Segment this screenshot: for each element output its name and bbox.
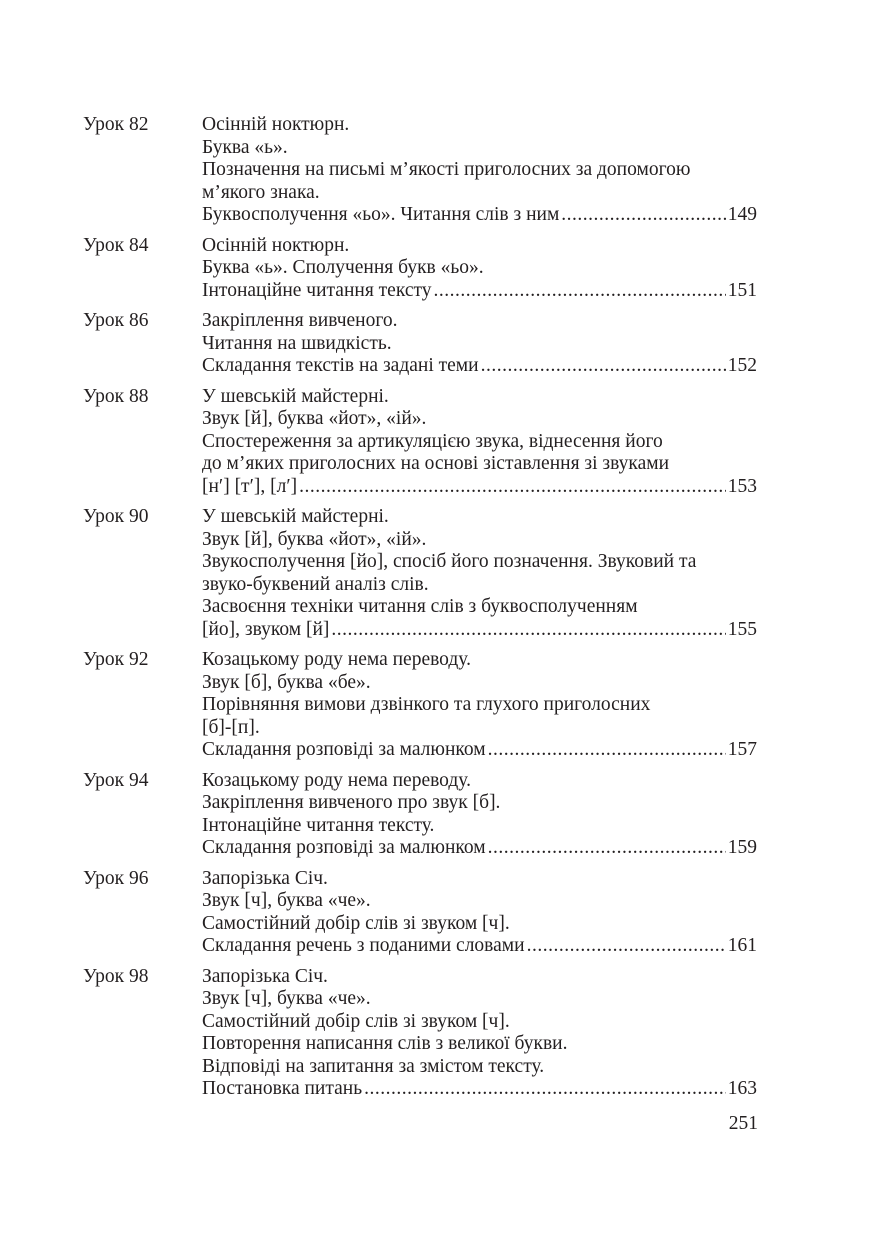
lesson-topics	[202, 868, 757, 958]
topic-line: Відповіді на запитання за змістом тексту.	[202, 1055, 545, 1077]
dot-leader	[561, 204, 725, 227]
topic-line: звуко-буквений аналіз слів.	[202, 573, 429, 595]
page-reference: 159	[727, 837, 757, 858]
topic-line: Звукосполучення [йо], спосіб його позначення. Звуковий та	[202, 551, 697, 572]
topic-line: до м’яких приголосних на основі зіставлення зі звуками	[202, 453, 670, 474]
topic-line-with-page	[202, 837, 757, 860]
lesson-topics	[202, 770, 757, 860]
dot-leader	[488, 837, 726, 860]
topic-line: Звук [б], буква «бе».	[202, 671, 371, 693]
topic-line-with-page	[202, 619, 757, 642]
page-reference: 152	[727, 355, 757, 376]
topic-line: Буква «ь».	[202, 136, 288, 158]
topic-line: Запорізька Січ.	[202, 965, 328, 987]
lesson-number: Урок 94	[83, 769, 149, 791]
toc-entry	[83, 114, 757, 227]
lesson-number: Урок 92	[83, 649, 149, 670]
topic-line-with-page	[202, 739, 757, 762]
topic-line: Закріплення вивченого.	[202, 310, 398, 331]
topic-line: Порівняння вимови дзвінкого та глухого приголосних	[202, 694, 651, 715]
lesson-number: Урок 98	[83, 965, 149, 987]
toc-entry	[83, 386, 757, 499]
toc-entry	[83, 649, 757, 762]
page-number: 251	[728, 1113, 758, 1134]
topic-line-with-page	[202, 204, 757, 227]
toc-entry	[83, 310, 757, 378]
lesson-topics	[202, 966, 757, 1101]
topic-line: Звук [ч], буква «че».	[202, 890, 371, 911]
topic-line: Постановка питань	[202, 1078, 363, 1099]
toc-entry	[83, 770, 757, 860]
topic-line: Засвоєння техніки читання слів з буквосполученням	[202, 596, 638, 617]
topic-line: Осінній ноктюрн.	[202, 114, 350, 135]
topic-line: Читання на швидкість.	[202, 332, 392, 354]
topic-line: Козацькому роду нема переводу.	[202, 769, 471, 791]
dot-leader	[364, 1078, 726, 1101]
lesson-number: Урок 88	[83, 385, 149, 407]
topic-line: Самостійний добір слів зі звуком [ч].	[202, 912, 510, 934]
topic-line: У шевській майстерні.	[202, 506, 389, 527]
page-reference: 151	[727, 279, 757, 301]
topic-line: У шевській майстерні.	[202, 385, 389, 407]
topic-line: Звук [ч], буква «че».	[202, 988, 371, 1009]
table-of-contents	[83, 114, 757, 1109]
topic-line: Складання розповіді за малюнком	[202, 739, 486, 760]
page-reference: 163	[727, 1078, 757, 1099]
lesson-topics	[202, 310, 757, 378]
lesson-topics	[202, 114, 757, 227]
topic-line: Складання речень з поданими словами	[202, 935, 525, 956]
topic-line: м’якого знака.	[202, 181, 320, 203]
lesson-number: Урок 84	[83, 234, 149, 256]
topic-line: Повторення написання слів з великої букви.	[202, 1033, 568, 1054]
topic-line: Звук [й], буква «йот», «ій».	[202, 528, 427, 550]
dot-leader	[481, 355, 726, 378]
topic-line: Складання розповіді за малюнком	[202, 837, 486, 858]
topic-line: Самостійний добір слів зі звуком [ч].	[202, 1010, 510, 1032]
topic-line: Складання текстів на задані теми	[202, 355, 479, 376]
topic-line-with-page	[202, 476, 757, 499]
dot-leader	[488, 739, 726, 762]
lesson-topics	[202, 235, 757, 303]
topic-line: [б]-[п].	[202, 716, 260, 738]
topic-line: [н′] [т′], [л′]	[202, 475, 298, 497]
topic-line-with-page	[202, 355, 757, 378]
dot-leader	[331, 619, 725, 642]
topic-line: Козацькому роду нема переводу.	[202, 649, 471, 670]
page-reference: 155	[727, 618, 757, 640]
toc-entry	[83, 868, 757, 958]
lesson-topics	[202, 506, 757, 641]
topic-line: Запорізька Січ.	[202, 867, 328, 889]
topic-line: Закріплення вивченого про звук [б].	[202, 792, 501, 813]
topic-line: Позначення на письмі м’якості приголосних за допомогою	[202, 159, 691, 180]
lesson-number: Урок 90	[83, 506, 149, 527]
lesson-number: Урок 86	[83, 310, 149, 331]
topic-line-with-page	[202, 280, 757, 303]
toc-entry	[83, 506, 757, 641]
dot-leader	[434, 280, 726, 303]
lesson-number: Урок 82	[83, 114, 149, 135]
page-reference: 157	[727, 739, 757, 760]
dot-leader	[527, 935, 726, 958]
topic-line-with-page	[202, 1078, 757, 1101]
topic-line: Буква «ь». Сполучення букв «ьо».	[202, 257, 484, 278]
topic-line: Інтонаційне читання тексту.	[202, 814, 435, 836]
lesson-number: Урок 96	[83, 867, 149, 889]
toc-entry	[83, 966, 757, 1101]
topic-line: Спостереження за артикуляцією звука, віднесення його	[202, 430, 663, 452]
topic-line: Осінній ноктюрн.	[202, 234, 350, 256]
page-reference: 149	[727, 204, 757, 225]
topic-line: Буквосполучення «ьо». Читання слів з ним	[202, 204, 560, 225]
page-reference: 153	[727, 475, 757, 497]
topic-line: Інтонаційне читання тексту	[202, 279, 432, 301]
page-reference: 161	[727, 935, 757, 956]
toc-entry	[83, 235, 757, 303]
topic-line: [йо], звуком [й]	[202, 618, 330, 640]
lesson-topics	[202, 386, 757, 499]
dot-leader	[299, 476, 726, 499]
lesson-topics	[202, 649, 757, 762]
topic-line: Звук [й], буква «йот», «ій».	[202, 408, 427, 429]
topic-line-with-page	[202, 935, 757, 958]
